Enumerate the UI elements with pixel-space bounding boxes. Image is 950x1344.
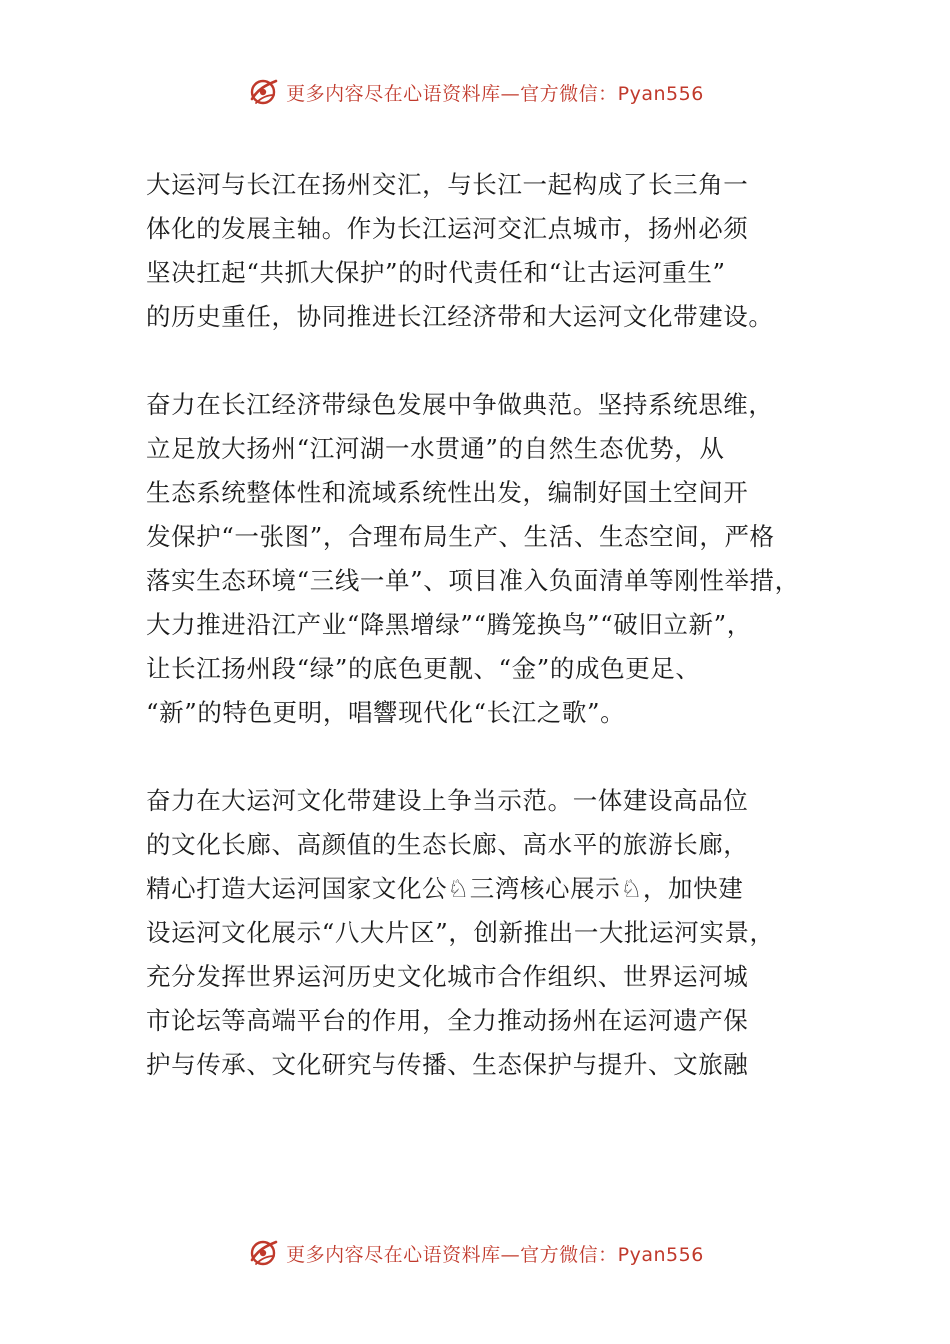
paragraph-2: [146, 383, 826, 735]
text-line: 市论坛等高端平台的作用，全力推动扬州在运河遗产保: [146, 1006, 749, 1035]
wechat-id: Pyan556: [617, 1243, 704, 1266]
text-line: 护与传承、文化研究与传播、生态保护与提升、文旅融: [146, 1050, 749, 1079]
text-line: 坚决扛起“共抓大保护”的时代责任和“让古运河重生”: [146, 258, 726, 287]
text-line: 的历史重任，协同推进长江经济带和大运河文化带建设。: [146, 302, 774, 331]
wechat-id: Pyan556: [617, 82, 704, 105]
text-line: 落实生态环境“三线一单”、项目准入负面清单等刚性举措，: [146, 566, 800, 595]
text-line: 让长江扬州段“绿”的底色更靓、“金”的成色更足、: [146, 654, 701, 683]
watermark-text: 更多内容尽在心语资料库—官方微信：Pyan556: [286, 1243, 704, 1266]
text-line: 生态系统整体性和流域系统性出发，编制好国土空间开: [146, 478, 749, 507]
watermark-text: 更多内容尽在心语资料库—官方微信：Pyan556: [286, 82, 704, 105]
sun-logo-icon: [246, 75, 280, 109]
text-line: 发保护“一张图”，合理布局生产、生活、生态空间，严格: [146, 522, 775, 551]
header-watermark-banner: [0, 72, 950, 112]
text-line: 的文化长廊、高颜值的生态长廊、高水平的旅游长廊，: [146, 830, 749, 859]
sun-logo-icon: [246, 1236, 280, 1270]
text-line: 奋力在长江经济带绿色发展中争做典范。坚持系统思维，: [146, 390, 774, 419]
text-line: “新”的特色更明，唱響现代化“长江之歌”。: [146, 698, 626, 727]
document-body: [146, 163, 826, 1131]
text-line: 大运河与长江在扬州交汇，与长江一起构成了长三角一: [146, 170, 749, 199]
text-line: 大力推进沿江产业“降黑增绿”“腾笼换鸟”“破旧立新”，: [146, 610, 752, 639]
text-line: 体化的发展主轴。作为长江运河交汇点城市，扬州必须: [146, 214, 749, 243]
text-line: 设运河文化展示“八大片区”，创新推出一大批运河实景，: [146, 918, 775, 947]
paragraph-1: [146, 163, 826, 339]
text-line: 精心打造大运河国家文化公♘三湾核心展示♘，加快建: [146, 874, 744, 903]
text-line: 立足放大扬州“江河湖一水贯通”的自然生态优势，从: [146, 434, 725, 463]
paragraph-3: [146, 779, 826, 1087]
text-line: 奋力在大运河文化带建设上争当示范。一体建设高品位: [146, 786, 749, 815]
text-line: 充分发挥世界运河历史文化城市合作组织、世界运河城: [146, 962, 749, 991]
footer-watermark-banner: [0, 1233, 950, 1273]
